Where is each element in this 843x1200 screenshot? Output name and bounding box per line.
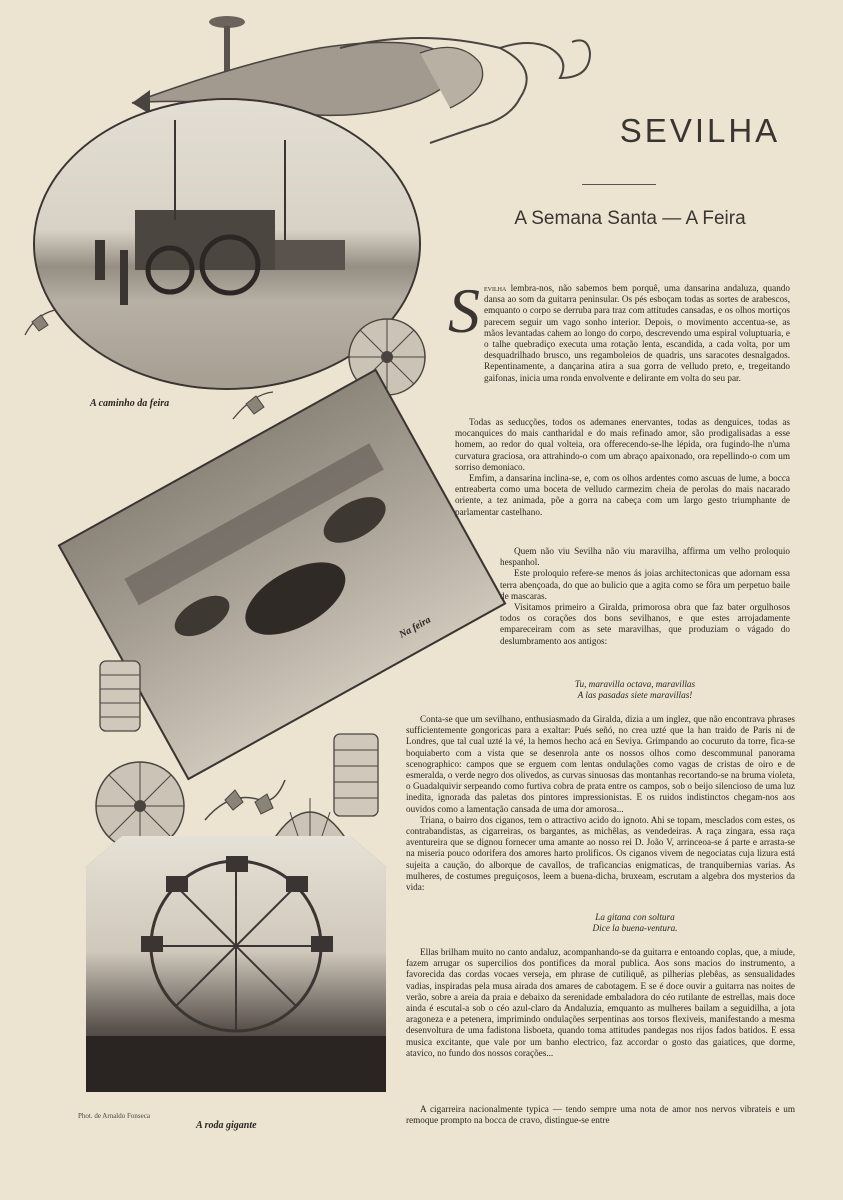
caption-photo3: A roda gigante xyxy=(196,1120,257,1131)
paragraph-1: lembra-nos, não sabemos bem porquê, uma dansarina andaluza, quando dansa ao som da guitarra peninsular. Os pés esboçam todas as sortes de arabescos, emquanto o corpo se derruba para traz com attitudes cansadas, e os olhos mortiços parecem seguir um vago sonho interior. Depois, o movimento accentua-se, as mãos levantadas cahem ao longo do corpo, descrevendo uma espiral voluptuaria, e o talhe quebradiço executa uma rotação lenta, escandida, a cada volta, por um desquadrilhado brusco, uns regamboleios de quadris, uns saracotes desnalgados. Repentinamente, a dançarina atira a sua gorra de velludo preto, e, tregeitando gaifonas, inicia uma ronda envolvente e delirante em volta do seu par. xyxy=(484,283,790,383)
article-text-block-1 xyxy=(484,283,790,384)
vine-leaves-icon xyxy=(20,300,60,340)
photo-credit: Phot. de Arnaldo Fonseca xyxy=(78,1112,150,1120)
paragraph-4: Quem não viu Sevilha não viu maravilha, affirma um velho proloquio hespanhol. xyxy=(500,546,790,568)
article-text-block-6 xyxy=(406,1104,795,1126)
article-text-block-3 xyxy=(500,546,790,647)
paragraph-3: Emfim, a dansarina inclina-se, e, com os olhos ardentes como ascuas de lume, a bocca entreaberta como uma boceta de velludo carmezim cheia de perolas do mais nacarado oriente, a tez animada, põe a gorra na cabeça com um largo gesto triumphante de parlamentar castelhano. xyxy=(455,473,790,517)
page-title: SEVILHA xyxy=(619,112,781,149)
vine-leaves-icon xyxy=(200,770,290,830)
verse-2 xyxy=(480,912,790,934)
verse-2-line-1: La gitana con soltura xyxy=(595,912,675,922)
article-text-block-4 xyxy=(406,714,795,893)
article-text-block-2 xyxy=(455,417,790,518)
paragraph-2: Todas as seducções, todos os ademanes enervantes, todas as denguices, todas as mocanquices do mais cantharidal e do mais refinado amor, são prodigalisadas a esse homem, ao redor do qual volteia, ora offerecendo-se-lhe lépida, ora fugindo-lhe n'uma curvatura graciosa, ora attrahindo-o com um abraço apaixonado, ora repellindo-o com um sorriso demoniaco. xyxy=(455,417,790,472)
article-subtitle: A Semana Santa — A Feira xyxy=(514,208,746,229)
photo-a-roda-gigante xyxy=(86,836,386,1092)
ferris-wheel-illustration xyxy=(86,836,386,1092)
verse-1-line-1: Tu, maravilla octava, maravillas xyxy=(574,679,696,689)
title-divider xyxy=(582,184,656,185)
caption-photo1: A caminho da feira xyxy=(90,398,170,409)
caption-photo2: Na feira xyxy=(397,614,433,641)
paragraph-9: Ellas brilham muito no canto andaluz, acompanhando-se da guitarra e entoando coplas, que, a miude, fazem arrugar os supercilios dos pontifices da moral publica. Aos sons macios do instrumento, a favorecida das cordas vocaes verseja, em phrase de cutiliquê, as pilherias plebêas, as sensualidades vadias, inspiradas pela musa airada dos amares de cabotagem. E se é doce ouvir a guitarra nas noites de verão, sobre a areia da praia e debaixo da serenidade embaladora do céo rutilante de estrellas, mais doce ainda é escutal-a sob o céo azul-claro da Andaluzia, emquanto as mulheres bailam a seguidilha, a jota aragoneza e a petenera, imprimindo ondulações serpentinas aos torsos flexiveis, manifestando a mesma desenvoltura de uma fadistona lisboeta, quando toma attitudes pandegas nos rijos fados batidos. E essa musica excitante, que vale por um banho electrico, faz accordar o gosto das gaiatices, que dorme, atavico, no fundo dos nossos corações... xyxy=(406,947,795,1058)
verse-2-line-2: Dice la buena-ventura. xyxy=(592,923,678,934)
paragraph-5: Este proloquio refere-se menos ás joias architectonicas que adornam essa terra abençoada, do que ao bulicio que a agita como se fôra um perpetuo baile de mascaras. xyxy=(500,568,790,601)
drop-cap: S xyxy=(448,275,480,346)
cylinder-lantern-icon xyxy=(96,655,144,735)
paragraph-7: Conta-se que um sevilhano, enthusiasmado da Giralda, dizia a um inglez, que não encontrava phrases sufficientemente gongoricas para a exaltar: Pués señó, no crea uzté que la han traido de Paris ni de Londres, que tal cual uzté la vé, la hemos hecho acá en Seviya. Grimpando ao cocuruto da torre, fica-se boquiaberto com a vista que se desenrola ante os nossos olhos como descommunal panorama scenographico: campos que se erguem com lentas ondulações como vagas de cristas de oiro e de esmeralda, o verde negro dos olivedos, as curvas sinuosas das montanhas recortando-se na bruma violeta, o Guadalquivir serpeando como furtiva cobra de prata entre os campos, sob o beijo silencioso de uma luz inedita, ignorada das paletas dos pintores impressionistas. E os ruidos indistinctos chegam-nos aos ouvidos como a lamentação cansada de uma dor amorosa... xyxy=(406,714,795,814)
article-text-block-5 xyxy=(406,947,795,1059)
vine-leaves-icon xyxy=(228,384,278,424)
verse-1-line-2: A las pasadas siete maravillas! xyxy=(577,690,693,701)
paragraph-8: Triana, o bairro dos ciganos, tem o attractivo acido do ignoto. Ahi se topam, mesclados com estes, os contrabandistas, as cigarreiras, os bargantes, as michêlas, as vendedeiras. A raça zingara, essa raça aventureira que se dignou fornecer uma amante ao nosso rei D. João V, arrinceoa-se á parte e arrasta-se na miseria pouco odorifera dos amores harto prolificos. Os ciganos vivem de negociatas cuja lizura está sujeita a caução, do alborque de cavallos, de traficancias enigmaticas, de tranquibernias varias. As mulheres, de costumes preguiçosos, leem a buena-dicha, bruxeam, escrutam a algebra dos mysterios da vida: xyxy=(406,814,795,893)
intro-lead: evilha xyxy=(484,283,507,293)
paragraph-6: Visitamos primeiro a Giralda, primorosa obra que faz bater orgulhosos todos os corações dos bons sevilhanos, e que estes arrojadamente empareceiram com as sete maravilhas, que produziam o vágado do deslumbramento aos antigos: xyxy=(500,602,790,646)
paragraph-10: A cigarreira nacionalmente typica — tendo sempre uma nota de amor nos nervos vibrateis e um remoque prompto na bocca de cravo, distingue-se entre xyxy=(406,1104,795,1126)
verse-1 xyxy=(480,679,790,701)
